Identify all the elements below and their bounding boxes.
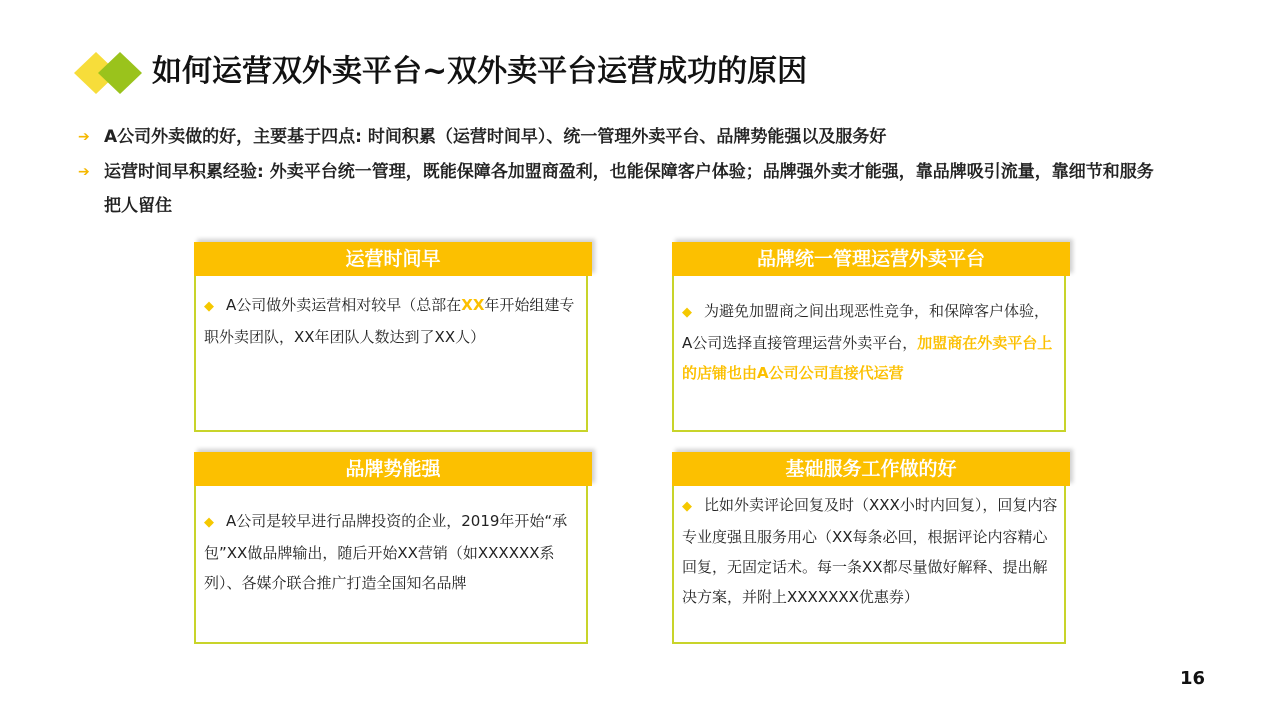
card-body: ◆ 比如外卖评论回复及时（XXX小时内回复），回复内容专业度强且服务用心（XX每条必回，根据评论内容精心回复，无固定话术。每一条XX都尽量做好解释、提出解决方案，并附上XXXXXXX优惠券）: [672, 486, 1066, 644]
arrow-icon: ➔: [78, 129, 90, 145]
card-body: ◆ 为避免加盟商之间出现恶性竞争，和保障客户体验，A公司选择直接管理运营外卖平台，加盟商在外卖平台上的店铺也由A公司公司直接代运营: [672, 276, 1066, 432]
page-number: 16: [1180, 668, 1206, 689]
bullet-text: 运营时间早积累经验: 外卖平台统一管理，既能保障各加盟商盈利，也能保障客户体验；品牌强外卖才能强，靠品牌吸引流量，靠细节和服务把人留住: [104, 162, 1154, 216]
diamond-icon: ◆: [204, 515, 214, 530]
card-title: 运营时间早: [194, 242, 592, 276]
card-title: 品牌统一管理运营外卖平台: [672, 242, 1070, 276]
card-body: ◆ A公司是较早进行品牌投资的企业，2019年开始“承包”XX做品牌输出，随后开始XX营销（如XXXXXX系列）、各媒介联合推广打造全国知名品牌: [194, 486, 588, 644]
diamond-icon: ◆: [682, 499, 692, 514]
arrow-icon: ➔: [78, 164, 90, 180]
diamond-icon: ◆: [204, 299, 214, 314]
card-title: 基础服务工作做的好: [672, 452, 1070, 486]
bullet-text: A公司外卖做的好，主要基于四点: 时间积累（运营时间早）、统一管理外卖平台、品牌势能强以及服务好: [104, 127, 887, 147]
card-title: 品牌势能强: [194, 452, 592, 486]
diamond-logo-icon: [74, 50, 146, 96]
page-title: 如何运营双外卖平台~双外卖平台运营成功的原因: [152, 54, 808, 89]
card-body: ◆ A公司做外卖运营相对较早（总部在XX年开始组建专职外卖团队，XX年团队人数达到了XX人）: [194, 276, 588, 432]
diamond-icon: ◆: [682, 305, 692, 320]
